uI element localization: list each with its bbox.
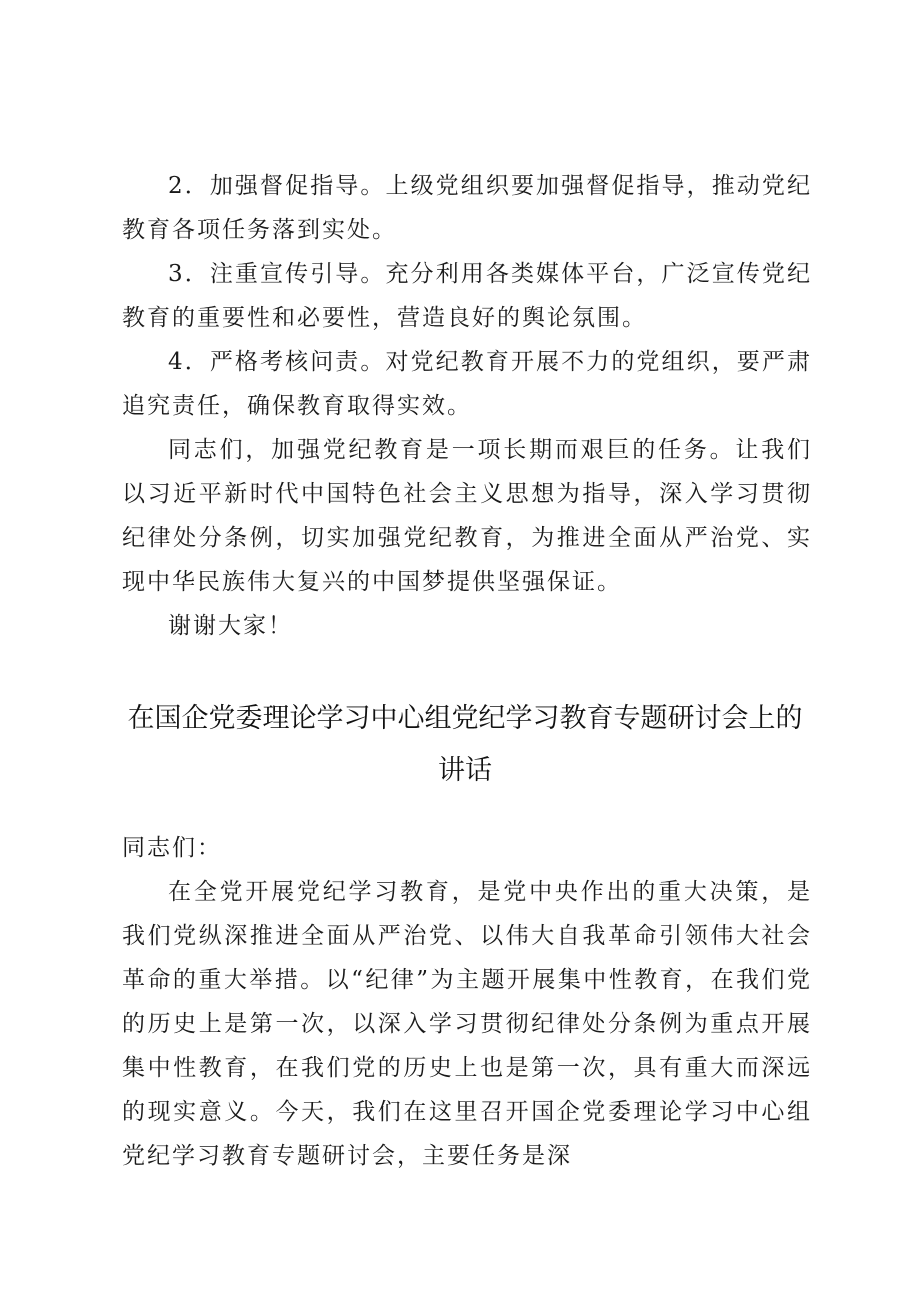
- paragraph-publicity-guidance: 3．注重宣传引导。充分利用各类媒体平台，广泛宣传党纪教育的重要性和必要性，营造良好的舆论氛围。: [122, 261, 812, 331]
- speech-body: [122, 826, 812, 1178]
- salutation: 同志们：: [122, 835, 222, 861]
- speech-title: 在国企党委理论学习中心组党纪学习教育专题研讨会上的讲话: [127, 703, 803, 786]
- paragraph-closing-remarks: 同志们，加强党纪教育是一项长期而艰巨的任务。让我们以习近平新时代中国特色社会主义思想为指导，深入学习贯彻纪律处分条例，切实加强党纪教育，为推进全面从严治党、实现中华民族伟大复兴的中国梦提供坚强保证。: [122, 437, 812, 595]
- paragraph-opening: 在全党开展党纪学习教育，是党中央作出的重大决策，是我们党纵深推进全面从严治党、以伟大自我革命引领伟大社会革命的重大举措。以“纪律”为主题开展集中性教育，在我们党的历史上是第一次，以深入学习贯彻纪律处分条例为重点开展集中性教育，在我们党的历史上也是第一次，具有重大而深远的现实意义。今天，我们在这里召开国企党委理论学习中心组党纪学习教育专题研讨会，主要任务是深: [122, 879, 812, 1169]
- paragraph-assessment-accountability: 4．严格考核问责。对党纪教育开展不力的党组织，要严肃追究责任，确保教育取得实效。: [122, 349, 812, 419]
- previous-speech-ending: [122, 164, 812, 648]
- paragraph-thanks: 谢谢大家！: [168, 613, 293, 639]
- paragraph-strengthen-supervision: 2．加强督促指导。上级党组织要加强督促指导，推动党纪教育各项任务落到实处。: [122, 173, 812, 243]
